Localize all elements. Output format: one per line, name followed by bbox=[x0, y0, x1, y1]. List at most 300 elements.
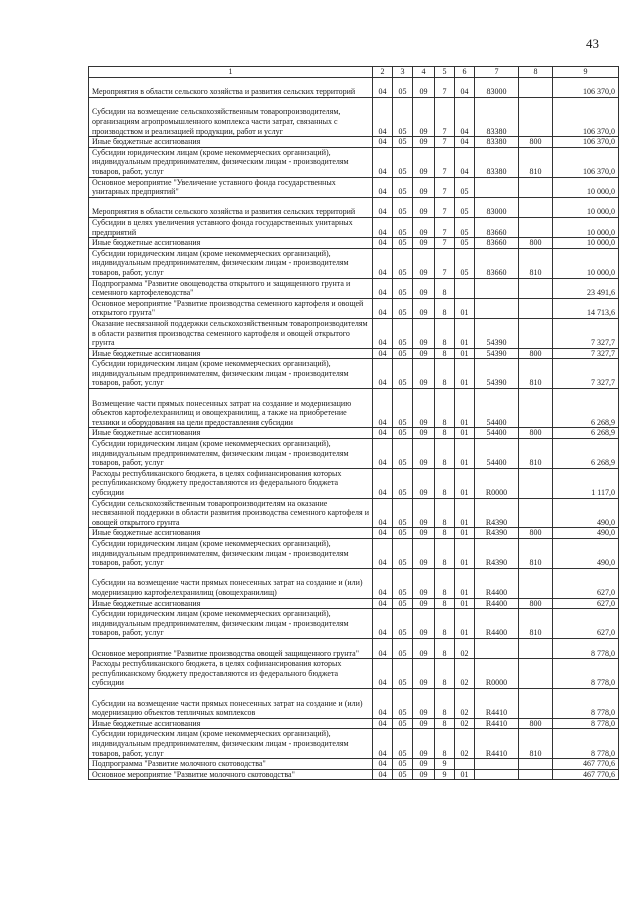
code-5-cell: 8 bbox=[435, 639, 455, 659]
amount-cell: 7 327,7 bbox=[553, 348, 619, 359]
amount-cell: 14 713,6 bbox=[553, 298, 619, 318]
table-row bbox=[89, 718, 619, 729]
target-code-cell: 83660 bbox=[475, 238, 519, 249]
amount-cell: 10 000,0 bbox=[553, 177, 619, 197]
code-6-cell: 01 bbox=[455, 498, 475, 528]
code-4-cell: 09 bbox=[413, 348, 435, 359]
code-5-cell: 7 bbox=[435, 248, 455, 278]
table-row bbox=[89, 729, 619, 759]
expense-type-cell bbox=[519, 659, 553, 689]
code-6-cell: 01 bbox=[455, 389, 475, 428]
target-code-cell: 54390 bbox=[475, 348, 519, 359]
target-code-cell: 54390 bbox=[475, 318, 519, 348]
expense-type-cell bbox=[519, 278, 553, 298]
table-row bbox=[89, 248, 619, 278]
code-6-cell: 01 bbox=[455, 539, 475, 569]
code-3-cell: 05 bbox=[393, 528, 413, 539]
expense-type-cell bbox=[519, 769, 553, 780]
code-6-cell: 05 bbox=[455, 197, 475, 217]
amount-cell: 467 770,6 bbox=[553, 769, 619, 780]
row-name-cell: Субсидии юридическим лицам (кроме некоммерческих организаций), индивидуальным предпринимателям, физическим лицам - производителям товаров, работ, услуг bbox=[89, 729, 373, 759]
code-6-cell: 02 bbox=[455, 659, 475, 689]
code-6-cell: 05 bbox=[455, 217, 475, 237]
code-5-cell: 8 bbox=[435, 598, 455, 609]
code-4-cell: 09 bbox=[413, 539, 435, 569]
code-5-cell: 8 bbox=[435, 298, 455, 318]
row-name-cell: Субсидии юридическим лицам (кроме некоммерческих организаций), индивидуальным предпринимателям, физическим лицам - производителям товаров, работ, услуг bbox=[89, 147, 373, 177]
table-row bbox=[89, 147, 619, 177]
code-5-cell: 8 bbox=[435, 689, 455, 719]
code-4-cell: 09 bbox=[413, 137, 435, 148]
code-6-cell: 01 bbox=[455, 528, 475, 539]
code-2-cell: 04 bbox=[373, 428, 393, 439]
target-code-cell bbox=[475, 639, 519, 659]
code-4-cell: 09 bbox=[413, 197, 435, 217]
code-4-cell: 09 bbox=[413, 428, 435, 439]
expense-type-cell: 800 bbox=[519, 238, 553, 249]
header-cell: 8 bbox=[519, 67, 553, 78]
code-5-cell: 7 bbox=[435, 197, 455, 217]
amount-cell: 10 000,0 bbox=[553, 197, 619, 217]
target-code-cell: R4400 bbox=[475, 568, 519, 598]
code-2-cell: 04 bbox=[373, 468, 393, 498]
table-row bbox=[89, 389, 619, 428]
code-2-cell: 04 bbox=[373, 568, 393, 598]
code-6-cell: 04 bbox=[455, 147, 475, 177]
code-4-cell: 09 bbox=[413, 659, 435, 689]
code-3-cell: 05 bbox=[393, 439, 413, 469]
code-2-cell: 04 bbox=[373, 659, 393, 689]
table-row bbox=[89, 759, 619, 770]
code-3-cell: 05 bbox=[393, 769, 413, 780]
amount-cell: 7 327,7 bbox=[553, 318, 619, 348]
code-3-cell: 05 bbox=[393, 389, 413, 428]
expense-type-cell bbox=[519, 197, 553, 217]
code-3-cell: 05 bbox=[393, 468, 413, 498]
target-code-cell: 83660 bbox=[475, 217, 519, 237]
code-4-cell: 09 bbox=[413, 568, 435, 598]
code-2-cell: 04 bbox=[373, 97, 393, 136]
code-2-cell: 04 bbox=[373, 348, 393, 359]
code-5-cell: 8 bbox=[435, 468, 455, 498]
code-2-cell: 04 bbox=[373, 528, 393, 539]
code-3-cell: 05 bbox=[393, 568, 413, 598]
row-name-cell: Основное мероприятие "Развитие производства семенного картофеля и овощей открытого грунта" bbox=[89, 298, 373, 318]
code-6-cell: 01 bbox=[455, 318, 475, 348]
code-2-cell: 04 bbox=[373, 77, 393, 97]
target-code-cell: R4390 bbox=[475, 528, 519, 539]
row-name-cell: Мероприятия в области сельского хозяйства и развития сельских территорий bbox=[89, 77, 373, 97]
table-row bbox=[89, 217, 619, 237]
code-5-cell: 8 bbox=[435, 428, 455, 439]
table-row bbox=[89, 278, 619, 298]
header-cell: 1 bbox=[89, 67, 373, 78]
code-4-cell: 09 bbox=[413, 318, 435, 348]
code-6-cell: 01 bbox=[455, 359, 475, 389]
code-5-cell: 8 bbox=[435, 609, 455, 639]
amount-cell: 7 327,7 bbox=[553, 359, 619, 389]
amount-cell: 8 778,0 bbox=[553, 639, 619, 659]
amount-cell: 6 268,9 bbox=[553, 389, 619, 428]
table-row bbox=[89, 97, 619, 136]
code-3-cell: 05 bbox=[393, 97, 413, 136]
expense-type-cell: 800 bbox=[519, 598, 553, 609]
code-3-cell: 05 bbox=[393, 248, 413, 278]
amount-cell: 467 770,6 bbox=[553, 759, 619, 770]
code-3-cell: 05 bbox=[393, 428, 413, 439]
code-4-cell: 09 bbox=[413, 439, 435, 469]
table-row bbox=[89, 769, 619, 780]
table-row bbox=[89, 428, 619, 439]
table-row bbox=[89, 77, 619, 97]
code-5-cell: 8 bbox=[435, 439, 455, 469]
row-name-cell: Оказание несвязанной поддержки сельскохозяйственным товаропроизводителям в области развития производства семенного картофеля и овощей открытого грунта bbox=[89, 318, 373, 348]
code-4-cell: 09 bbox=[413, 609, 435, 639]
row-name-cell: Субсидии юридическим лицам (кроме некоммерческих организаций), индивидуальным предпринимателям, физическим лицам - производителям товаров, работ, услуг bbox=[89, 248, 373, 278]
target-code-cell: 83000 bbox=[475, 77, 519, 97]
code-6-cell: 01 bbox=[455, 439, 475, 469]
code-6-cell: 02 bbox=[455, 639, 475, 659]
code-3-cell: 05 bbox=[393, 348, 413, 359]
code-3-cell: 05 bbox=[393, 278, 413, 298]
target-code-cell: 83380 bbox=[475, 97, 519, 136]
code-5-cell: 9 bbox=[435, 759, 455, 770]
code-6-cell: 04 bbox=[455, 97, 475, 136]
table-row bbox=[89, 528, 619, 539]
expense-type-cell bbox=[519, 298, 553, 318]
code-6-cell: 01 bbox=[455, 568, 475, 598]
code-4-cell: 09 bbox=[413, 298, 435, 318]
expense-type-cell: 800 bbox=[519, 528, 553, 539]
code-2-cell: 04 bbox=[373, 769, 393, 780]
expense-type-cell: 810 bbox=[519, 539, 553, 569]
code-6-cell: 02 bbox=[455, 718, 475, 729]
expense-type-cell bbox=[519, 389, 553, 428]
expense-type-cell: 800 bbox=[519, 348, 553, 359]
table-row bbox=[89, 359, 619, 389]
target-code-cell: R4390 bbox=[475, 498, 519, 528]
code-6-cell: 02 bbox=[455, 729, 475, 759]
code-4-cell: 09 bbox=[413, 97, 435, 136]
table-row bbox=[89, 439, 619, 469]
header-cell: 2 bbox=[373, 67, 393, 78]
target-code-cell bbox=[475, 769, 519, 780]
target-code-cell: R4410 bbox=[475, 689, 519, 719]
code-2-cell: 04 bbox=[373, 689, 393, 719]
expense-type-cell bbox=[519, 77, 553, 97]
row-name-cell: Возмещение части прямых понесенных затрат на создание и модернизацию объектов картофелехранилищ и овощехранилищ, а также на приобретение техники и оборудования на цели предоставления субсидии bbox=[89, 389, 373, 428]
expense-type-cell bbox=[519, 759, 553, 770]
code-6-cell: 01 bbox=[455, 769, 475, 780]
code-6-cell bbox=[455, 278, 475, 298]
code-2-cell: 04 bbox=[373, 217, 393, 237]
code-4-cell: 09 bbox=[413, 689, 435, 719]
header-cell: 9 bbox=[553, 67, 619, 78]
code-5-cell: 8 bbox=[435, 498, 455, 528]
row-name-cell: Основное мероприятие "Развитие производства овощей защищенного грунта" bbox=[89, 639, 373, 659]
target-code-cell: R0000 bbox=[475, 659, 519, 689]
row-name-cell: Иные бюджетные ассигнования bbox=[89, 428, 373, 439]
code-6-cell: 05 bbox=[455, 177, 475, 197]
expense-type-cell: 810 bbox=[519, 147, 553, 177]
code-4-cell: 09 bbox=[413, 498, 435, 528]
row-name-cell: Подпрограмма "Развитие молочного скотоводства" bbox=[89, 759, 373, 770]
table-row bbox=[89, 498, 619, 528]
code-2-cell: 04 bbox=[373, 639, 393, 659]
code-6-cell: 02 bbox=[455, 689, 475, 719]
header-cell: 5 bbox=[435, 67, 455, 78]
code-6-cell: 01 bbox=[455, 348, 475, 359]
row-name-cell: Мероприятия в области сельского хозяйства и развития сельских территорий bbox=[89, 197, 373, 217]
code-5-cell: 7 bbox=[435, 77, 455, 97]
table-row bbox=[89, 238, 619, 249]
amount-cell: 106 370,0 bbox=[553, 97, 619, 136]
table-row bbox=[89, 177, 619, 197]
code-2-cell: 04 bbox=[373, 718, 393, 729]
code-4-cell: 09 bbox=[413, 359, 435, 389]
target-code-cell bbox=[475, 177, 519, 197]
target-code-cell bbox=[475, 278, 519, 298]
table-row bbox=[89, 539, 619, 569]
code-4-cell: 09 bbox=[413, 217, 435, 237]
page-number: 43 bbox=[586, 36, 599, 51]
target-code-cell bbox=[475, 298, 519, 318]
code-4-cell: 09 bbox=[413, 77, 435, 97]
code-5-cell: 8 bbox=[435, 318, 455, 348]
target-code-cell: 83380 bbox=[475, 147, 519, 177]
table-row bbox=[89, 348, 619, 359]
code-4-cell: 09 bbox=[413, 598, 435, 609]
row-name-cell: Основное мероприятие "Развитие молочного скотоводства" bbox=[89, 769, 373, 780]
amount-cell: 6 268,9 bbox=[553, 428, 619, 439]
code-4-cell: 09 bbox=[413, 769, 435, 780]
expense-type-cell bbox=[519, 689, 553, 719]
code-3-cell: 05 bbox=[393, 217, 413, 237]
code-3-cell: 05 bbox=[393, 147, 413, 177]
amount-cell: 490,0 bbox=[553, 528, 619, 539]
row-name-cell: Субсидии юридическим лицам (кроме некоммерческих организаций), индивидуальным предпринимателям, физическим лицам - производителям товаров, работ, услуг bbox=[89, 439, 373, 469]
amount-cell: 8 778,0 bbox=[553, 729, 619, 759]
row-name-cell: Субсидии в целях увеличения уставного фонда государственных унитарных предприятий bbox=[89, 217, 373, 237]
expense-type-cell bbox=[519, 97, 553, 136]
expense-type-cell: 810 bbox=[519, 439, 553, 469]
code-6-cell: 01 bbox=[455, 609, 475, 639]
row-name-cell: Иные бюджетные ассигнования bbox=[89, 718, 373, 729]
code-3-cell: 05 bbox=[393, 197, 413, 217]
row-name-cell: Субсидии сельскохозяйственным товаропроизводителям на оказание несвязанной поддержки в области развития производства семенного картофеля и овощей открытого грунта bbox=[89, 498, 373, 528]
code-3-cell: 05 bbox=[393, 689, 413, 719]
amount-cell: 106 370,0 bbox=[553, 77, 619, 97]
code-4-cell: 09 bbox=[413, 248, 435, 278]
table-row bbox=[89, 689, 619, 719]
table-row bbox=[89, 298, 619, 318]
code-5-cell: 9 bbox=[435, 769, 455, 780]
expense-type-cell: 810 bbox=[519, 609, 553, 639]
code-3-cell: 05 bbox=[393, 539, 413, 569]
table-row bbox=[89, 639, 619, 659]
amount-cell: 627,0 bbox=[553, 609, 619, 639]
target-code-cell: 83380 bbox=[475, 137, 519, 148]
expense-type-cell: 810 bbox=[519, 729, 553, 759]
row-name-cell: Субсидии на возмещение части прямых понесенных затрат на создание и (или) модернизацию объектов тепличных комплексов bbox=[89, 689, 373, 719]
table-row bbox=[89, 598, 619, 609]
code-6-cell: 01 bbox=[455, 428, 475, 439]
amount-cell: 6 268,9 bbox=[553, 439, 619, 469]
code-5-cell: 7 bbox=[435, 147, 455, 177]
code-4-cell: 09 bbox=[413, 718, 435, 729]
amount-cell: 1 117,0 bbox=[553, 468, 619, 498]
amount-cell: 627,0 bbox=[553, 568, 619, 598]
code-5-cell: 8 bbox=[435, 539, 455, 569]
code-6-cell: 01 bbox=[455, 598, 475, 609]
code-5-cell: 8 bbox=[435, 389, 455, 428]
row-name-cell: Иные бюджетные ассигнования bbox=[89, 528, 373, 539]
code-2-cell: 04 bbox=[373, 539, 393, 569]
code-5-cell: 7 bbox=[435, 238, 455, 249]
code-4-cell: 09 bbox=[413, 759, 435, 770]
target-code-cell: 54400 bbox=[475, 389, 519, 428]
row-name-cell: Субсидии юридическим лицам (кроме некоммерческих организаций), индивидуальным предпринимателям, физическим лицам - производителям товаров, работ, услуг bbox=[89, 539, 373, 569]
code-2-cell: 04 bbox=[373, 389, 393, 428]
code-4-cell: 09 bbox=[413, 729, 435, 759]
expense-type-cell bbox=[519, 639, 553, 659]
row-name-cell: Расходы республиканского бюджета, в целях софинансирования которых республиканскому бюджету предоставляются из федерального бюджета субсидии bbox=[89, 468, 373, 498]
table-row bbox=[89, 659, 619, 689]
code-6-cell: 05 bbox=[455, 248, 475, 278]
header-cell: 7 bbox=[475, 67, 519, 78]
code-2-cell: 04 bbox=[373, 598, 393, 609]
code-3-cell: 05 bbox=[393, 639, 413, 659]
table-row bbox=[89, 318, 619, 348]
code-5-cell: 8 bbox=[435, 718, 455, 729]
table-row bbox=[89, 468, 619, 498]
code-3-cell: 05 bbox=[393, 137, 413, 148]
row-name-cell: Подпрограмма "Развитие овощеводства открытого и защищенного грунта и семенного картофелеводства" bbox=[89, 278, 373, 298]
code-5-cell: 7 bbox=[435, 217, 455, 237]
code-2-cell: 04 bbox=[373, 147, 393, 177]
header-cell: 4 bbox=[413, 67, 435, 78]
code-2-cell: 04 bbox=[373, 278, 393, 298]
table-row bbox=[89, 568, 619, 598]
code-3-cell: 05 bbox=[393, 759, 413, 770]
code-3-cell: 05 bbox=[393, 177, 413, 197]
target-code-cell: 83000 bbox=[475, 197, 519, 217]
code-4-cell: 09 bbox=[413, 147, 435, 177]
amount-cell: 8 778,0 bbox=[553, 718, 619, 729]
table-row bbox=[89, 609, 619, 639]
table-row bbox=[89, 197, 619, 217]
row-name-cell: Иные бюджетные ассигнования bbox=[89, 238, 373, 249]
code-2-cell: 04 bbox=[373, 248, 393, 278]
code-6-cell: 04 bbox=[455, 77, 475, 97]
code-6-cell bbox=[455, 759, 475, 770]
code-5-cell: 8 bbox=[435, 568, 455, 598]
code-6-cell: 04 bbox=[455, 137, 475, 148]
amount-cell: 106 370,0 bbox=[553, 137, 619, 148]
row-name-cell: Иные бюджетные ассигнования bbox=[89, 348, 373, 359]
row-name-cell: Иные бюджетные ассигнования bbox=[89, 137, 373, 148]
expense-type-cell bbox=[519, 498, 553, 528]
code-6-cell: 01 bbox=[455, 298, 475, 318]
code-4-cell: 09 bbox=[413, 177, 435, 197]
code-2-cell: 04 bbox=[373, 238, 393, 249]
amount-cell: 8 778,0 bbox=[553, 659, 619, 689]
target-code-cell: R4390 bbox=[475, 539, 519, 569]
code-2-cell: 04 bbox=[373, 609, 393, 639]
expense-type-cell bbox=[519, 177, 553, 197]
target-code-cell: R4410 bbox=[475, 729, 519, 759]
code-2-cell: 04 bbox=[373, 318, 393, 348]
code-2-cell: 04 bbox=[373, 498, 393, 528]
expense-type-cell: 800 bbox=[519, 718, 553, 729]
code-2-cell: 04 bbox=[373, 439, 393, 469]
amount-cell: 10 000,0 bbox=[553, 238, 619, 249]
code-2-cell: 04 bbox=[373, 359, 393, 389]
expense-type-cell: 810 bbox=[519, 248, 553, 278]
amount-cell: 23 491,6 bbox=[553, 278, 619, 298]
row-name-cell: Субсидии юридическим лицам (кроме некоммерческих организаций), индивидуальным предпринимателям, физическим лицам - производителям товаров, работ, услуг bbox=[89, 359, 373, 389]
target-code-cell: R4410 bbox=[475, 718, 519, 729]
target-code-cell: 83660 bbox=[475, 248, 519, 278]
code-5-cell: 7 bbox=[435, 177, 455, 197]
code-5-cell: 8 bbox=[435, 659, 455, 689]
code-5-cell: 7 bbox=[435, 137, 455, 148]
code-3-cell: 05 bbox=[393, 238, 413, 249]
code-5-cell: 7 bbox=[435, 97, 455, 136]
code-3-cell: 05 bbox=[393, 318, 413, 348]
header-cell: 3 bbox=[393, 67, 413, 78]
code-4-cell: 09 bbox=[413, 389, 435, 428]
row-name-cell: Субсидии на возмещение сельскохозяйственным товаропроизводителям, организациям агропромышленного комплекса части затрат, связанных с производством и реализацией продукции, работ и услуг bbox=[89, 97, 373, 136]
amount-cell: 10 000,0 bbox=[553, 217, 619, 237]
amount-cell: 490,0 bbox=[553, 539, 619, 569]
expense-type-cell: 800 bbox=[519, 137, 553, 148]
code-5-cell: 8 bbox=[435, 528, 455, 539]
expense-type-cell bbox=[519, 217, 553, 237]
table-row bbox=[89, 137, 619, 148]
expense-type-cell: 810 bbox=[519, 359, 553, 389]
code-3-cell: 05 bbox=[393, 718, 413, 729]
target-code-cell: R4400 bbox=[475, 609, 519, 639]
code-2-cell: 04 bbox=[373, 759, 393, 770]
code-3-cell: 05 bbox=[393, 77, 413, 97]
code-6-cell: 05 bbox=[455, 238, 475, 249]
header-row bbox=[89, 67, 619, 78]
target-code-cell: R4400 bbox=[475, 598, 519, 609]
target-code-cell: 54390 bbox=[475, 359, 519, 389]
amount-cell: 490,0 bbox=[553, 498, 619, 528]
code-3-cell: 05 bbox=[393, 298, 413, 318]
code-6-cell: 01 bbox=[455, 468, 475, 498]
target-code-cell: 54400 bbox=[475, 428, 519, 439]
expense-type-cell: 800 bbox=[519, 428, 553, 439]
amount-cell: 106 370,0 bbox=[553, 147, 619, 177]
code-2-cell: 04 bbox=[373, 298, 393, 318]
code-3-cell: 05 bbox=[393, 498, 413, 528]
expense-type-cell bbox=[519, 318, 553, 348]
code-2-cell: 04 bbox=[373, 177, 393, 197]
code-5-cell: 8 bbox=[435, 359, 455, 389]
row-name-cell: Иные бюджетные ассигнования bbox=[89, 598, 373, 609]
code-4-cell: 09 bbox=[413, 528, 435, 539]
code-3-cell: 05 bbox=[393, 729, 413, 759]
row-name-cell: Субсидии юридическим лицам (кроме некоммерческих организаций), индивидуальным предпринимателям, физическим лицам - производителям товаров, работ, услуг bbox=[89, 609, 373, 639]
code-3-cell: 05 bbox=[393, 609, 413, 639]
target-code-cell: R0000 bbox=[475, 468, 519, 498]
expense-type-cell bbox=[519, 468, 553, 498]
code-5-cell: 8 bbox=[435, 348, 455, 359]
code-2-cell: 04 bbox=[373, 137, 393, 148]
